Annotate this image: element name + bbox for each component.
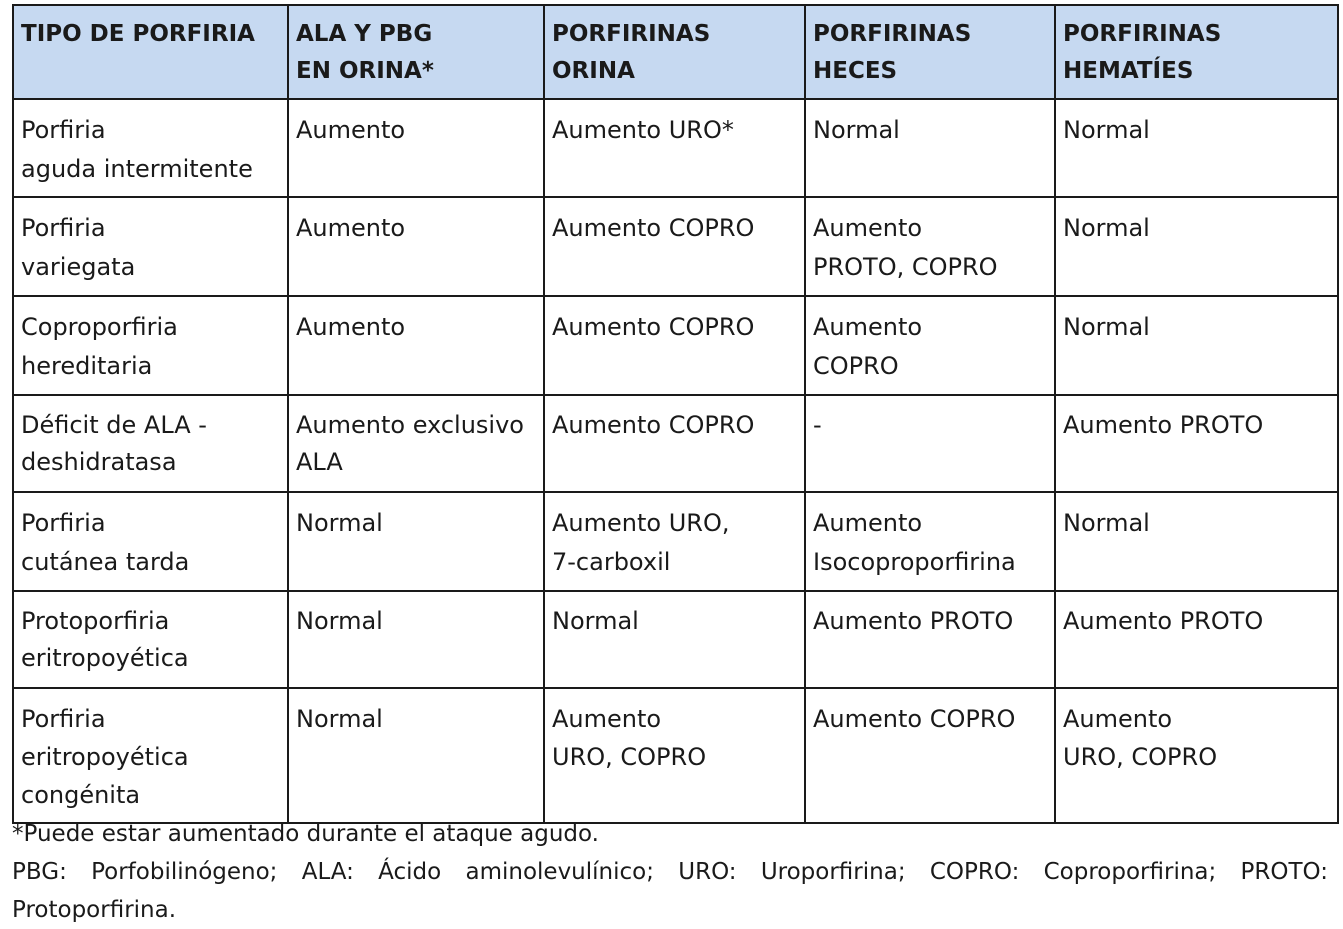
- cell-hematies: Normal: [1055, 492, 1338, 591]
- cell-orina: Aumento URO, 7-carboxil: [544, 492, 805, 591]
- table-row: [13, 688, 1338, 823]
- cell-hematies: Aumento PROTO: [1055, 591, 1338, 688]
- cell-heces: Aumento COPRO: [805, 296, 1055, 395]
- footnotes: [12, 815, 1328, 929]
- header-porfirinas-orina: PORFIRINAS ORINA: [544, 5, 805, 99]
- cell-tipo: Déficit de ALA - deshidratasa: [13, 395, 288, 492]
- cell-orina: Aumento COPRO: [544, 296, 805, 395]
- table-row: [13, 492, 1338, 591]
- header-porfirinas-heces: PORFIRINAS HECES: [805, 5, 1055, 99]
- cell-hematies: Aumento PROTO: [1055, 395, 1338, 492]
- cell-tipo: Protoporfiria eritropoyética: [13, 591, 288, 688]
- cell-heces: Aumento PROTO: [805, 591, 1055, 688]
- cell-hematies: Aumento URO, COPRO: [1055, 688, 1338, 823]
- header-ala-pbg-orina: ALA Y PBG EN ORINA*: [288, 5, 544, 99]
- porphyria-table: [12, 4, 1339, 824]
- cell-heces: Aumento Isocoproporfirina: [805, 492, 1055, 591]
- cell-ala-pbg: Normal: [288, 492, 544, 591]
- cell-hematies: Normal: [1055, 296, 1338, 395]
- cell-tipo: Porfiria cutánea tarda: [13, 492, 288, 591]
- cell-ala-pbg: Aumento: [288, 296, 544, 395]
- cell-heces: Aumento COPRO: [805, 688, 1055, 823]
- table-row: [13, 591, 1338, 688]
- cell-orina: Aumento COPRO: [544, 197, 805, 296]
- cell-ala-pbg: Normal: [288, 688, 544, 823]
- cell-heces: -: [805, 395, 1055, 492]
- footnote-asterisk: *Puede estar aumentado durante el ataque agudo.: [12, 821, 599, 847]
- cell-tipo: Porfiria variegata: [13, 197, 288, 296]
- cell-heces: Normal: [805, 99, 1055, 197]
- header-tipo-de-porfiria: TIPO DE PORFIRIA: [13, 5, 288, 99]
- table-row: [13, 395, 1338, 492]
- cell-orina: Aumento URO, COPRO: [544, 688, 805, 823]
- cell-orina: Normal: [544, 591, 805, 688]
- table-row: [13, 197, 1338, 296]
- cell-hematies: Normal: [1055, 197, 1338, 296]
- cell-orina: Aumento COPRO: [544, 395, 805, 492]
- cell-ala-pbg: Aumento: [288, 99, 544, 197]
- table-row: [13, 296, 1338, 395]
- cell-heces: Aumento PROTO, COPRO: [805, 197, 1055, 296]
- cell-orina: Aumento URO*: [544, 99, 805, 197]
- cell-ala-pbg: Aumento: [288, 197, 544, 296]
- footnote-abbreviations: PBG: Porfobilinógeno; ALA: Ácido aminolevulínico; URO: Uroporfirina; COPRO: Coproporfirina; PROTO: Protoporfirina.: [12, 859, 1328, 923]
- table-row: [13, 99, 1338, 197]
- cell-ala-pbg: Aumento exclusivo ALA: [288, 395, 544, 492]
- cell-tipo: Porfiria aguda intermitente: [13, 99, 288, 197]
- cell-tipo: Coproporfiria hereditaria: [13, 296, 288, 395]
- header-porfirinas-hematies: PORFIRINAS HEMATÍES: [1055, 5, 1338, 99]
- cell-tipo: Porfiria eritropoyética congénita: [13, 688, 288, 823]
- cell-hematies: Normal: [1055, 99, 1338, 197]
- cell-ala-pbg: Normal: [288, 591, 544, 688]
- header-row: [13, 5, 1338, 99]
